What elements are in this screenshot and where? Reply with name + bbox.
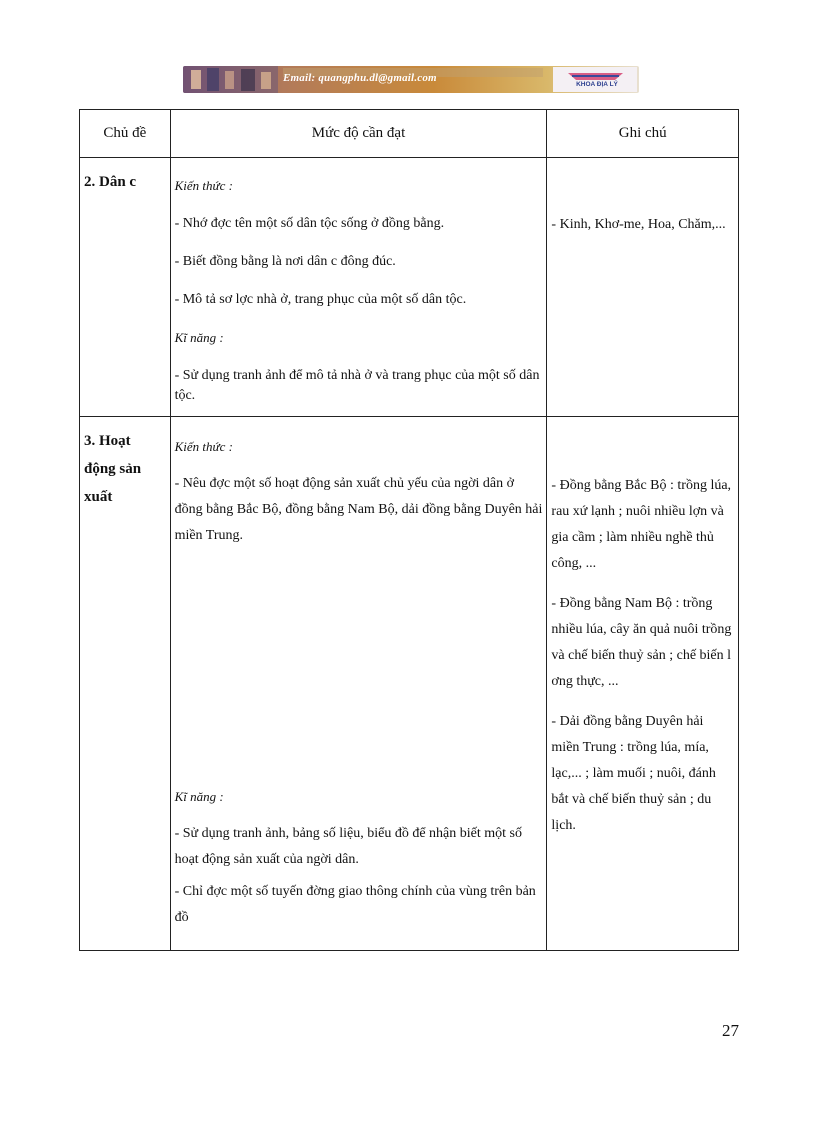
header-note: Ghi chú bbox=[547, 110, 739, 158]
skills-item: - Sử dụng tranh ảnh để mô tả nhà ở và trang phục của một số dân tộc. bbox=[174, 368, 540, 403]
table-row bbox=[80, 158, 739, 417]
knowledge-label: Kiến thức : bbox=[174, 178, 233, 193]
knowledge-item: - Mô tả sơ lợc nhà ở, trang phục của một số dân tộc. bbox=[174, 292, 467, 307]
header-topic: Chủ đề bbox=[80, 110, 171, 158]
note-item: - Đồng bằng Nam Bộ : trồng nhiều lúa, cây ăn quả nuôi trồng và chế biến thuỷ sản ; chế biến l ơng thực, ... bbox=[551, 596, 732, 689]
table-row bbox=[80, 417, 739, 951]
header-level: Mức độ cần đạt bbox=[170, 110, 547, 158]
skills-label: Kĩ năng : bbox=[174, 789, 224, 804]
topic-title: 2. Dân c bbox=[84, 174, 137, 190]
knowledge-item: - Biết đồng bằng là nơi dân c đông đúc. bbox=[174, 254, 396, 269]
note-item: - Đồng bằng Bắc Bộ : trồng lúa, rau xứ lạnh ; nuôi nhiều lợn và gia cầm ; làm nhiều nghề thủ công, ... bbox=[551, 478, 732, 571]
knowledge-item: - Nêu đợc một số hoạt động sản xuất chủ yếu của ngời dân ở đồng bằng Bắc Bộ, đồng bằng Nam Bộ, dải đồng bằng Duyên hải miền Trung. bbox=[174, 476, 543, 543]
topic-cell bbox=[80, 417, 171, 951]
knowledge-item: - Nhớ đợc tên một số dân tộc sống ở đồng bằng. bbox=[174, 216, 445, 231]
page-number: 27 bbox=[722, 1021, 739, 1040]
topic-title: 3. Hoạt động sản xuất bbox=[84, 433, 142, 505]
topic-cell bbox=[80, 158, 171, 417]
header-logo-text: KHOA ĐỊA LÝ bbox=[576, 81, 618, 88]
knowledge-label: Kiến thức : bbox=[174, 439, 233, 454]
note-item: - Dải đồng bằng Duyên hải miền Trung : trồng lúa, mía, lạc,... ; làm muối ; nuôi, đánh bắt và chế biến thuỷ sản ; du lịch. bbox=[551, 714, 716, 833]
level-cell bbox=[170, 158, 547, 417]
header-email: Email: quangphu.dl@gmail.com bbox=[283, 72, 437, 84]
skills-item: - Sử dụng tranh ảnh, bảng số liệu, biểu đồ để nhận biết một số hoạt động sản xuất của ngời dân. bbox=[174, 826, 522, 867]
note-cell bbox=[547, 417, 739, 951]
note-cell bbox=[547, 158, 739, 417]
note-item: - Kinh, Khơ-me, Hoa, Chăm,... bbox=[551, 217, 726, 232]
level-cell bbox=[170, 417, 547, 951]
skills-label: Kĩ năng : bbox=[174, 330, 224, 345]
skills-item: - Chỉ đợc một số tuyến đờng giao thông chính của vùng trên bản đồ bbox=[174, 884, 536, 925]
content-table bbox=[79, 109, 739, 951]
table-header-row bbox=[80, 110, 739, 158]
